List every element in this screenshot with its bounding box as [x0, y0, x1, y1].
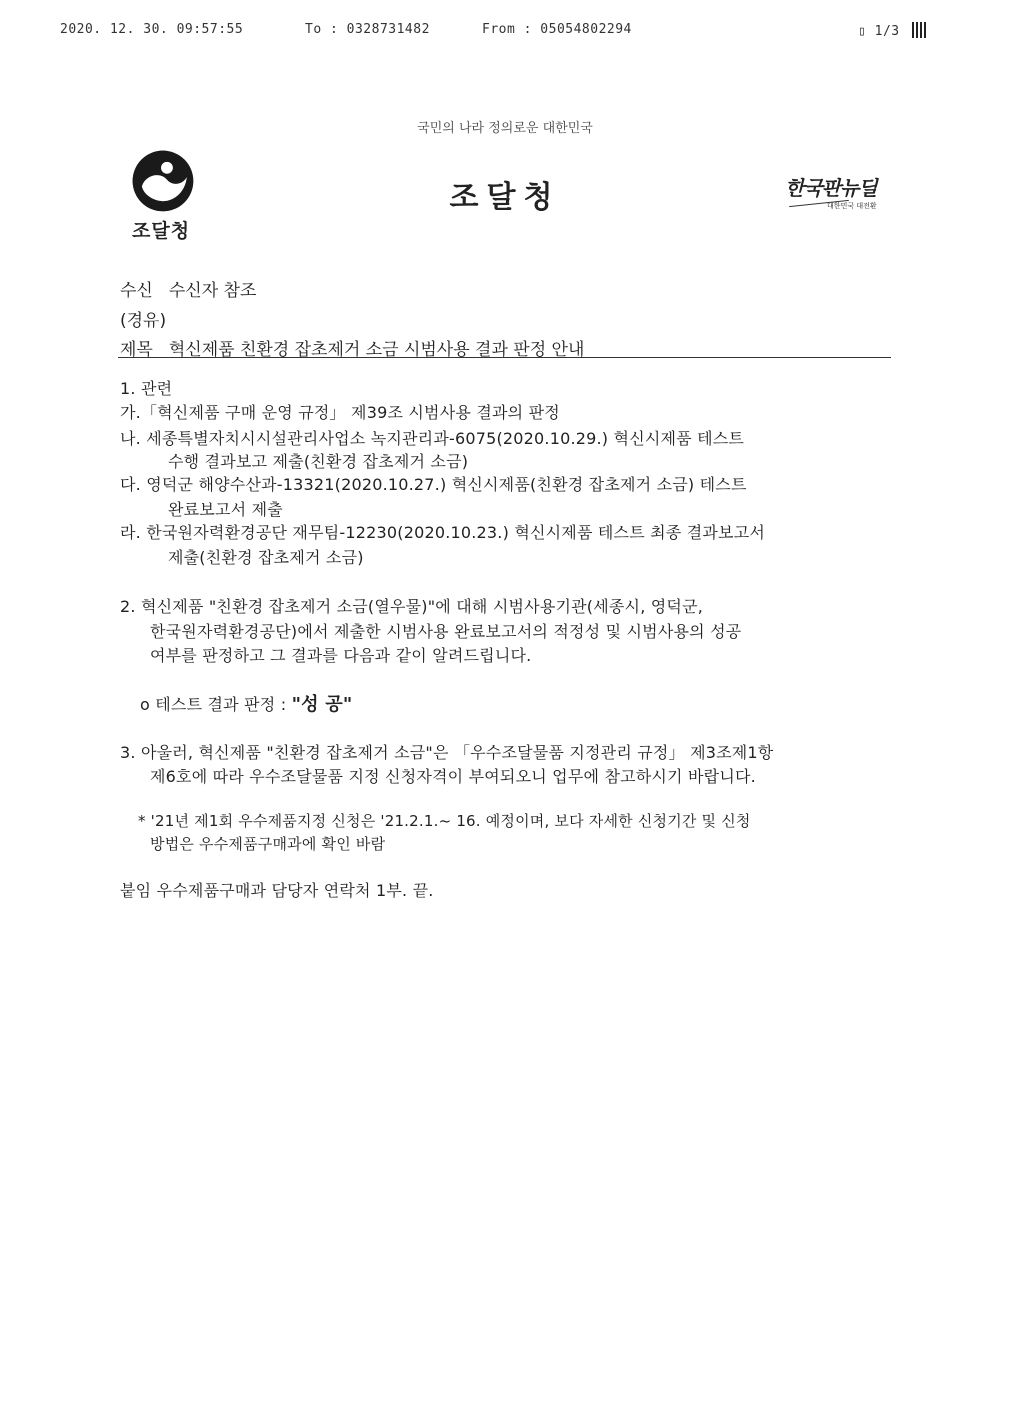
newdeal-logo [785, 172, 877, 211]
section1-item: 라. 한국원자력환경공단 재무팀-12230(2020.10.23.) 혁신시제품 테스트 최종 결과보고서 [120, 523, 766, 542]
section2-line: 여부를 판정하고 그 결과를 다음과 같이 알려드립니다. [150, 646, 532, 665]
recipient-row [120, 276, 256, 301]
header-divider [118, 357, 891, 358]
subject-value: 혁신제품 친환경 잡초제거 소금 시범사용 결과 판정 안내 [168, 340, 585, 360]
fax-page-icon: ▯ [858, 24, 867, 39]
section3-line: 3. 아울러, 혁신제품 "친환경 잡초제거 소금"은 「우수조달물품 지정관리 규정」 제3조제1항 [120, 743, 774, 762]
slogan: 국민의 나라 정의로운 대한민국 [417, 121, 593, 136]
newdeal-logo-main: 한국판뉴딜 [785, 176, 877, 200]
section2-line: 한국원자력환경공단)에서 제출한 시범사용 완료보고서의 적정성 및 시범사용의 성공 [150, 622, 742, 641]
section1-item: 가.「혁신제품 구매 운영 규정」 제39조 시범사용 결과의 판정 [120, 403, 560, 422]
fax-datetime: 2020. 12. 30. 09:57:55 [60, 22, 244, 37]
attachment-line: 붙임 우수제품구매과 담당자 연락처 1부. 끝. [120, 881, 434, 900]
agency-logo-text: 조달청 [132, 220, 191, 242]
section3-line: 제6호에 따라 우수조달물품 지정 신청자격이 부여되오니 업무에 참고하시기 바랍니다. [150, 767, 756, 786]
section1-item-cont: 제출(친환경 잡초제거 소금) [168, 548, 364, 567]
section3-note: * '21년 제1회 우수제품지정 신청은 '21.2.1.~ 16. 예정이며, 보다 자세한 신청기간 및 신청 [138, 812, 751, 830]
section1-item: 다. 영덕군 해양수산과-13321(2020.10.27.) 혁신시제품(친환경 잡초제거 소금) 테스트 [120, 475, 747, 494]
section1-item-cont: 수행 결과보고 제출(친환경 잡초제거 소금) [168, 452, 469, 471]
section1-title: 1. 관련 [120, 379, 173, 398]
section2-line: 2. 혁신제품 "친환경 잡초제거 소금(열우물)"에 대해 시범사용기관(세종시, 영덕군, [120, 597, 704, 616]
subject-label: 제목 [120, 340, 153, 360]
fax-page-number: 1/3 [874, 24, 900, 39]
org-title: 조달청 [449, 180, 561, 215]
recipient-value: 수신자 참조 [168, 281, 257, 301]
section1-item: 나. 세종특별자치시시설관리사업소 녹지관리과-6075(2020.10.29.) 혁신시제품 테스트 [120, 429, 745, 448]
test-result [140, 690, 352, 716]
via-row: (경유) [120, 311, 167, 331]
fax-from: From : 05054802294 [482, 22, 632, 37]
section1-item-cont: 완료보고서 제출 [168, 500, 283, 519]
section3-note: 방법은 우수제품구매과에 확인 바람 [150, 835, 386, 853]
test-result-value: "성 공" [291, 694, 353, 715]
test-result-label: o 테스트 결과 판정 : [140, 695, 292, 714]
fax-to: To : 0328731482 [305, 22, 430, 37]
newdeal-logo-sub: 대한민국 대전환 [827, 202, 877, 210]
recipient-label: 수신 [120, 281, 153, 301]
fax-page [858, 22, 926, 39]
barcode-icon [912, 22, 926, 38]
